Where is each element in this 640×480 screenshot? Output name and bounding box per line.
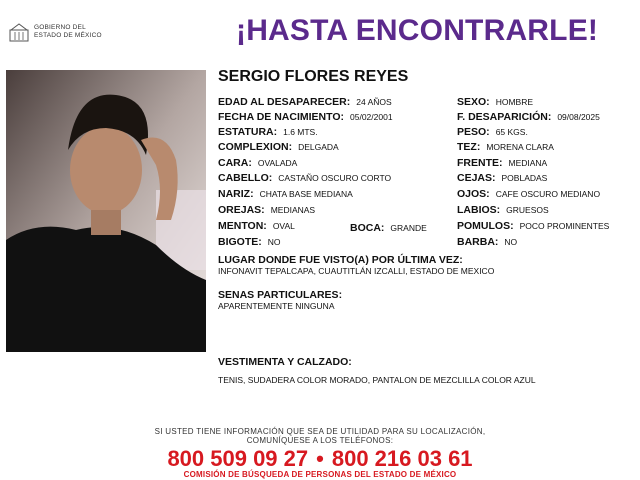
logo-line2: ESTADO DE MÉXICO bbox=[34, 32, 102, 39]
field-menton: MENTON: OVAL bbox=[218, 220, 295, 232]
commission-name: COMISIÓN DE BÚSQUEDA DE PERSONAS DEL ESTADO DE MÉXICO bbox=[183, 470, 457, 479]
marks-label: SENAS PARTICULARES: bbox=[218, 289, 343, 301]
phone-separator: • bbox=[316, 446, 324, 471]
field-ojos: OJOS: CAFE OSCURO MEDIANO bbox=[457, 188, 601, 200]
field-cabello: CABELLO: CASTAÑO OSCURO CORTO bbox=[218, 172, 392, 184]
field-edad: EDAD AL DESAPARECER: 24 AÑOS bbox=[218, 96, 392, 108]
phone-number-2: 800 216 03 61 bbox=[331, 446, 473, 471]
clothing-value: TENIS, SUDADERA COLOR MORADO, PANTALON DE MEZCLILLA COLOR AZUL bbox=[218, 375, 536, 385]
last-seen-value: INFONAVIT TEPALCAPA, CUAUTITLÁN IZCALLI, ESTADO DE MEXICO bbox=[218, 266, 495, 276]
field-pomulos: POMULOS: POCO PROMINENTES bbox=[457, 220, 610, 232]
phone-number-1: 800 509 09 27 bbox=[167, 446, 309, 471]
clothing-label: VESTIMENTA Y CALZADO: bbox=[218, 356, 352, 368]
logo-line1: GOBIERNO DEL bbox=[34, 24, 86, 31]
field-complexion: COMPLEXION: DELGADA bbox=[218, 141, 339, 153]
last-seen-label: LUGAR DONDE FUE VISTO(A) POR ÚLTIMA VEZ: bbox=[218, 254, 463, 266]
phone-numbers bbox=[0, 446, 640, 472]
field-labios: LABIOS: GRUESOS bbox=[457, 204, 549, 216]
government-logo bbox=[8, 22, 128, 44]
field-fecha-nacimiento: FECHA DE NACIMIENTO: 05/02/2001 bbox=[218, 111, 393, 123]
field-cejas: CEJAS: POBLADAS bbox=[457, 172, 548, 184]
field-orejas: OREJAS: MEDIANAS bbox=[218, 204, 316, 216]
field-sexo: SEXO: HOMBRE bbox=[457, 96, 533, 108]
info-line1: SI USTED TIENE INFORMACIÓN QUE SEA DE UTILIDAD PARA SU LOCALIZACIÓN, bbox=[154, 427, 486, 436]
person-name: SERGIO FLORES REYES bbox=[218, 68, 409, 85]
info-line2: COMUNÍQUESE A LOS TELÉFONOS: bbox=[246, 436, 394, 445]
field-fecha-desaparicion: F. DESAPARICIÓN: 09/08/2025 bbox=[457, 111, 600, 123]
field-peso: PESO: 65 KGS. bbox=[457, 126, 528, 138]
field-boca: BOCA: GRANDE bbox=[350, 222, 427, 234]
headline: ¡HASTA ENCONTRARLE! bbox=[236, 14, 599, 47]
coat-of-arms-icon bbox=[8, 22, 30, 42]
field-nariz: NARIZ: CHATA BASE MEDIANA bbox=[218, 188, 353, 200]
field-bigote: BIGOTE: NO bbox=[218, 236, 281, 248]
field-frente: FRENTE: MEDIANA bbox=[457, 157, 548, 169]
person-photo-icon bbox=[6, 70, 206, 352]
missing-person-photo bbox=[6, 70, 206, 352]
field-barba: BARBA: NO bbox=[457, 236, 518, 248]
field-estatura: ESTATURA: 1.6 MTS. bbox=[218, 126, 318, 138]
field-tez: TEZ: MORENA CLARA bbox=[457, 141, 554, 153]
field-cara: CARA: OVALADA bbox=[218, 157, 298, 169]
marks-value: APARENTEMENTE NINGUNA bbox=[218, 301, 335, 311]
